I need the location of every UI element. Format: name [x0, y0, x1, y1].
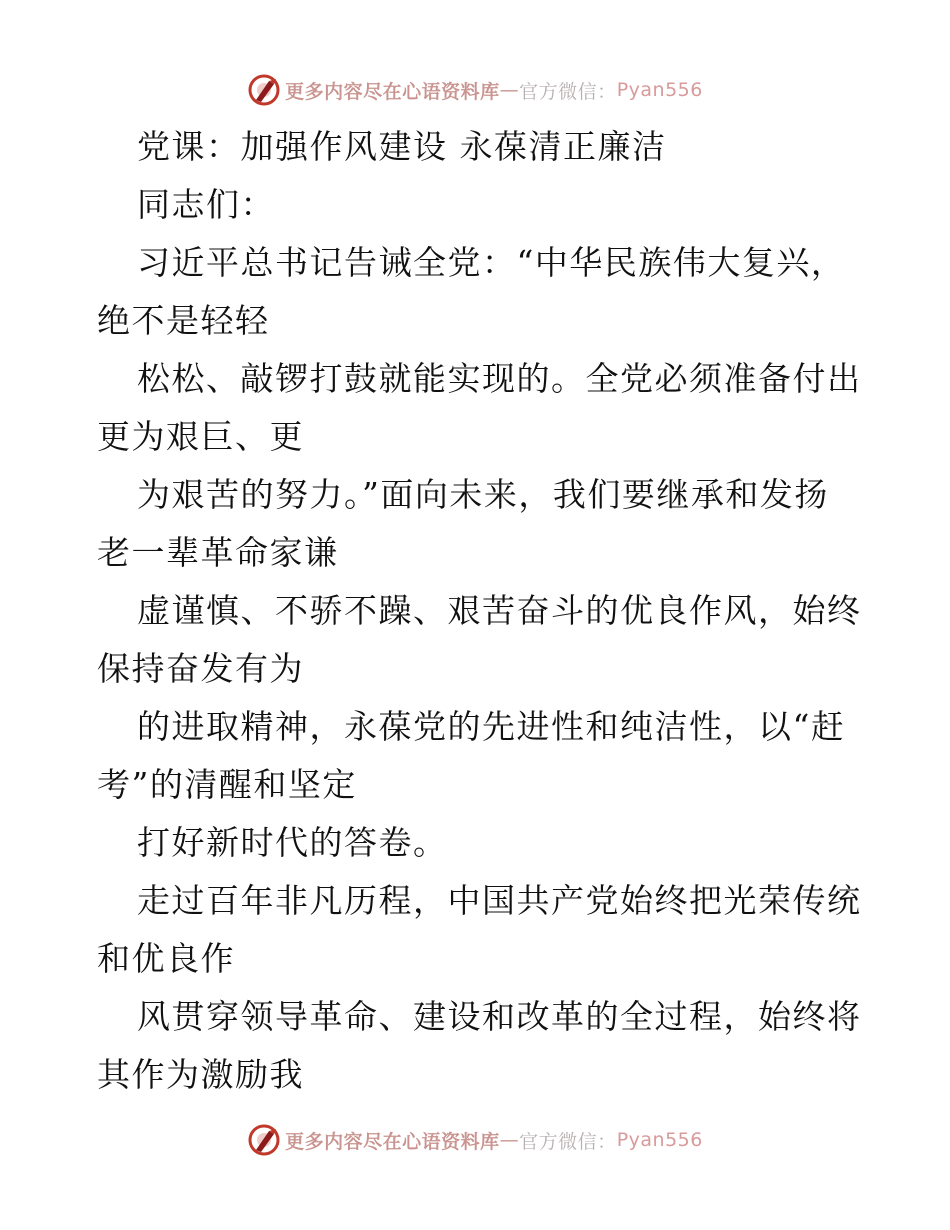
- body-line: 松松、敲锣打鼓就能实现的。全党必须准备付出: [137, 359, 862, 398]
- pen-nib-circle-icon: [247, 73, 281, 107]
- body-line-wrap: 其作为激励我: [97, 1055, 304, 1094]
- body-line-wrap: 更为艰巨、更: [97, 417, 304, 456]
- body-line-wrap: 老一辈革命家谦: [97, 533, 339, 572]
- body-line: 的进取精神，永葆党的先进性和纯洁性，以“赶: [137, 707, 846, 746]
- header-watermark: [0, 70, 950, 110]
- watermark-main-text: 更多内容尽在心语资料库: [285, 80, 500, 103]
- body-line-wrap: 保持奋发有为: [97, 649, 304, 688]
- body-line: 打好新时代的答卷。: [137, 823, 448, 862]
- watermark-wechat-id: Pyan556: [616, 1129, 703, 1151]
- watermark-wechat-id: Pyan556: [616, 79, 703, 101]
- body-line: 风贯穿领导革命、建设和改革的全过程，始终将: [137, 997, 862, 1036]
- footer-watermark: [0, 1120, 950, 1160]
- watermark-wechat-label: 官方微信：: [519, 80, 617, 103]
- watermark-main-text: 更多内容尽在心语资料库: [285, 1130, 500, 1153]
- body-line: 虚谨慎、不骄不躁、艰苦奋斗的优良作风，始终: [137, 591, 862, 630]
- body-line: 习近平总书记告诫全党：“中华民族伟大复兴，: [137, 243, 846, 282]
- body-line-wrap: 绝不是轻轻: [97, 301, 270, 340]
- watermark-wechat-label: 官方微信：: [519, 1130, 617, 1153]
- salutation: 同志们：: [137, 185, 275, 224]
- document-title: 党课：加强作风建设 永葆清正廉洁: [137, 127, 667, 166]
- body-line-wrap: 和优良作: [97, 939, 235, 978]
- pen-nib-circle-icon: [247, 1123, 281, 1157]
- watermark-dash: —: [499, 1129, 520, 1151]
- body-line: 走过百年非凡历程，中国共产党始终把光荣传统: [137, 881, 862, 920]
- body-line: 为艰苦的努力。”面向未来，我们要继承和发扬: [137, 475, 829, 514]
- body-line-wrap: 考”的清醒和坚定: [97, 765, 357, 804]
- document-body: [97, 118, 862, 1104]
- watermark-dash: —: [499, 79, 520, 101]
